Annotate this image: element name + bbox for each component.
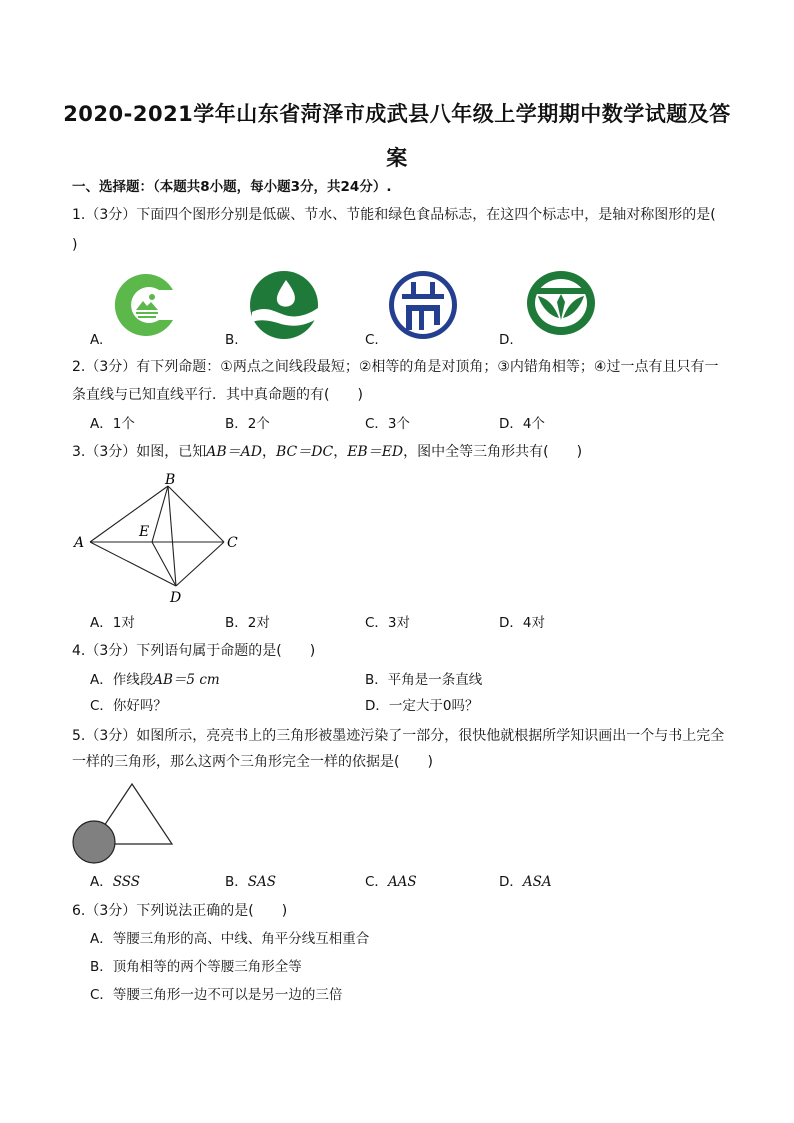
q2-option-c: C．3个 xyxy=(365,416,411,432)
title-line-1: 2020-2021学年山东省菏泽市成武县八年级上学期期中数学试题及答 xyxy=(63,102,731,126)
q3-option-c: C．3对 xyxy=(365,615,411,631)
q3-condition-bc-dc: BC＝DC xyxy=(276,444,334,460)
q3-label-b: B xyxy=(165,472,176,488)
q3-label-e: E xyxy=(139,524,150,540)
q5-option-d xyxy=(499,873,552,891)
q5-option-b xyxy=(225,873,276,891)
q6-stem: 6.（3分）下列说法正确的是( ) xyxy=(72,903,288,919)
q3-sep-2: ， xyxy=(333,444,348,460)
q5-option-d-math: ASA xyxy=(522,874,552,890)
q6-option-c: C．等腰三角形一边不可以是另一边的三倍 xyxy=(90,987,343,1003)
q1-stem-line2: ) xyxy=(72,237,78,253)
title-line-2: 案 xyxy=(386,146,408,170)
q5-stem-line2: 一样的三角形，那么这两个三角形完全一样的依据是( ) xyxy=(72,754,433,770)
q2-stem-line2: 条直线与已知直线平行．其中真命题的有( ) xyxy=(72,387,363,403)
q5-option-c-prefix: C． xyxy=(365,874,388,890)
q4-option-b: B．平角是一条直线 xyxy=(365,672,483,688)
q5-stained-triangle-figure xyxy=(70,780,180,870)
q5-option-a xyxy=(90,873,140,891)
water-saving-logo-icon xyxy=(248,270,320,340)
q2-option-a: A．1个 xyxy=(90,416,135,432)
q6-option-a: A．等腰三角形的高、中线、角平分线互相重合 xyxy=(90,931,370,947)
green-food-logo-icon xyxy=(526,270,596,336)
q5-option-a-math: SSS xyxy=(112,874,141,890)
q3-option-a: A．1对 xyxy=(90,615,135,631)
q5-option-b-math: SAS xyxy=(247,874,277,890)
q5-stem-line1: 5.（3分）如图所示，亮亮书上的三角形被墨迹污染了一部分，很快他就根据所学知识画出一个与书上完全 xyxy=(72,728,725,744)
q3-sep-1: ， xyxy=(262,444,276,460)
q3-condition-eb-ed: EB＝ED xyxy=(347,444,404,460)
q2-option-b: B．2个 xyxy=(225,416,270,432)
q4-option-c: C．你好吗？ xyxy=(90,698,167,714)
q1-option-d: D. xyxy=(499,332,514,348)
q3-stem-suffix: ，图中全等三角形共有( ) xyxy=(403,444,583,460)
q4-option-a-unit: cm xyxy=(199,672,220,688)
q3-label-d: D xyxy=(170,590,182,606)
q3-quadrilateral-figure xyxy=(70,470,250,610)
section-heading: 一、选择题：（本题共8小题，每小题3分，共24分）. xyxy=(72,179,392,195)
q3-label-a: A xyxy=(74,535,85,551)
q5-option-c xyxy=(365,873,417,891)
q3-option-b: B．2对 xyxy=(225,615,270,631)
q3-label-c: C xyxy=(227,535,238,551)
q3-option-d: D．4对 xyxy=(499,615,545,631)
q2-stem-line1: 2.（3分）有下列命题：①两点之间线段最短；②相等的角是对顶角；③内错角相等；④过一点有且只有一 xyxy=(72,359,719,375)
q1-option-b: B. xyxy=(225,332,239,348)
energy-saving-logo-icon xyxy=(388,270,458,340)
low-carbon-logo-icon xyxy=(113,270,183,340)
q1-option-c: C. xyxy=(365,332,379,348)
q4-stem: 4.（3分）下列语句属于命题的是( ) xyxy=(72,643,316,659)
q1-option-a: A. xyxy=(90,332,104,348)
q4-option-a-prefix: A．作线段 xyxy=(90,672,154,688)
q5-option-c-math: AAS xyxy=(387,874,417,890)
q1-stem-line1: 1.（3分）下面四个图形分别是低碳、节水、节能和绿色食品标志，在这四个标志中，是轴对称图形的是( xyxy=(72,207,716,223)
q2-option-d: D．4个 xyxy=(499,416,545,432)
q5-option-d-prefix: D． xyxy=(499,874,523,890)
q4-option-a xyxy=(90,671,220,689)
q3-stem-prefix: 3.（3分）如图，已知 xyxy=(72,444,207,460)
q4-option-d: D．一定大于0吗？ xyxy=(365,698,479,714)
q5-option-b-prefix: B． xyxy=(225,874,248,890)
q3-stem xyxy=(72,443,582,461)
q6-option-b: B．顶角相等的两个等腰三角形全等 xyxy=(90,959,302,975)
document-title xyxy=(60,92,734,180)
q4-option-a-math: AB＝5 xyxy=(153,672,196,688)
q5-option-a-prefix: A． xyxy=(90,874,113,890)
q3-condition-ab-ad: AB＝AD xyxy=(206,444,262,460)
